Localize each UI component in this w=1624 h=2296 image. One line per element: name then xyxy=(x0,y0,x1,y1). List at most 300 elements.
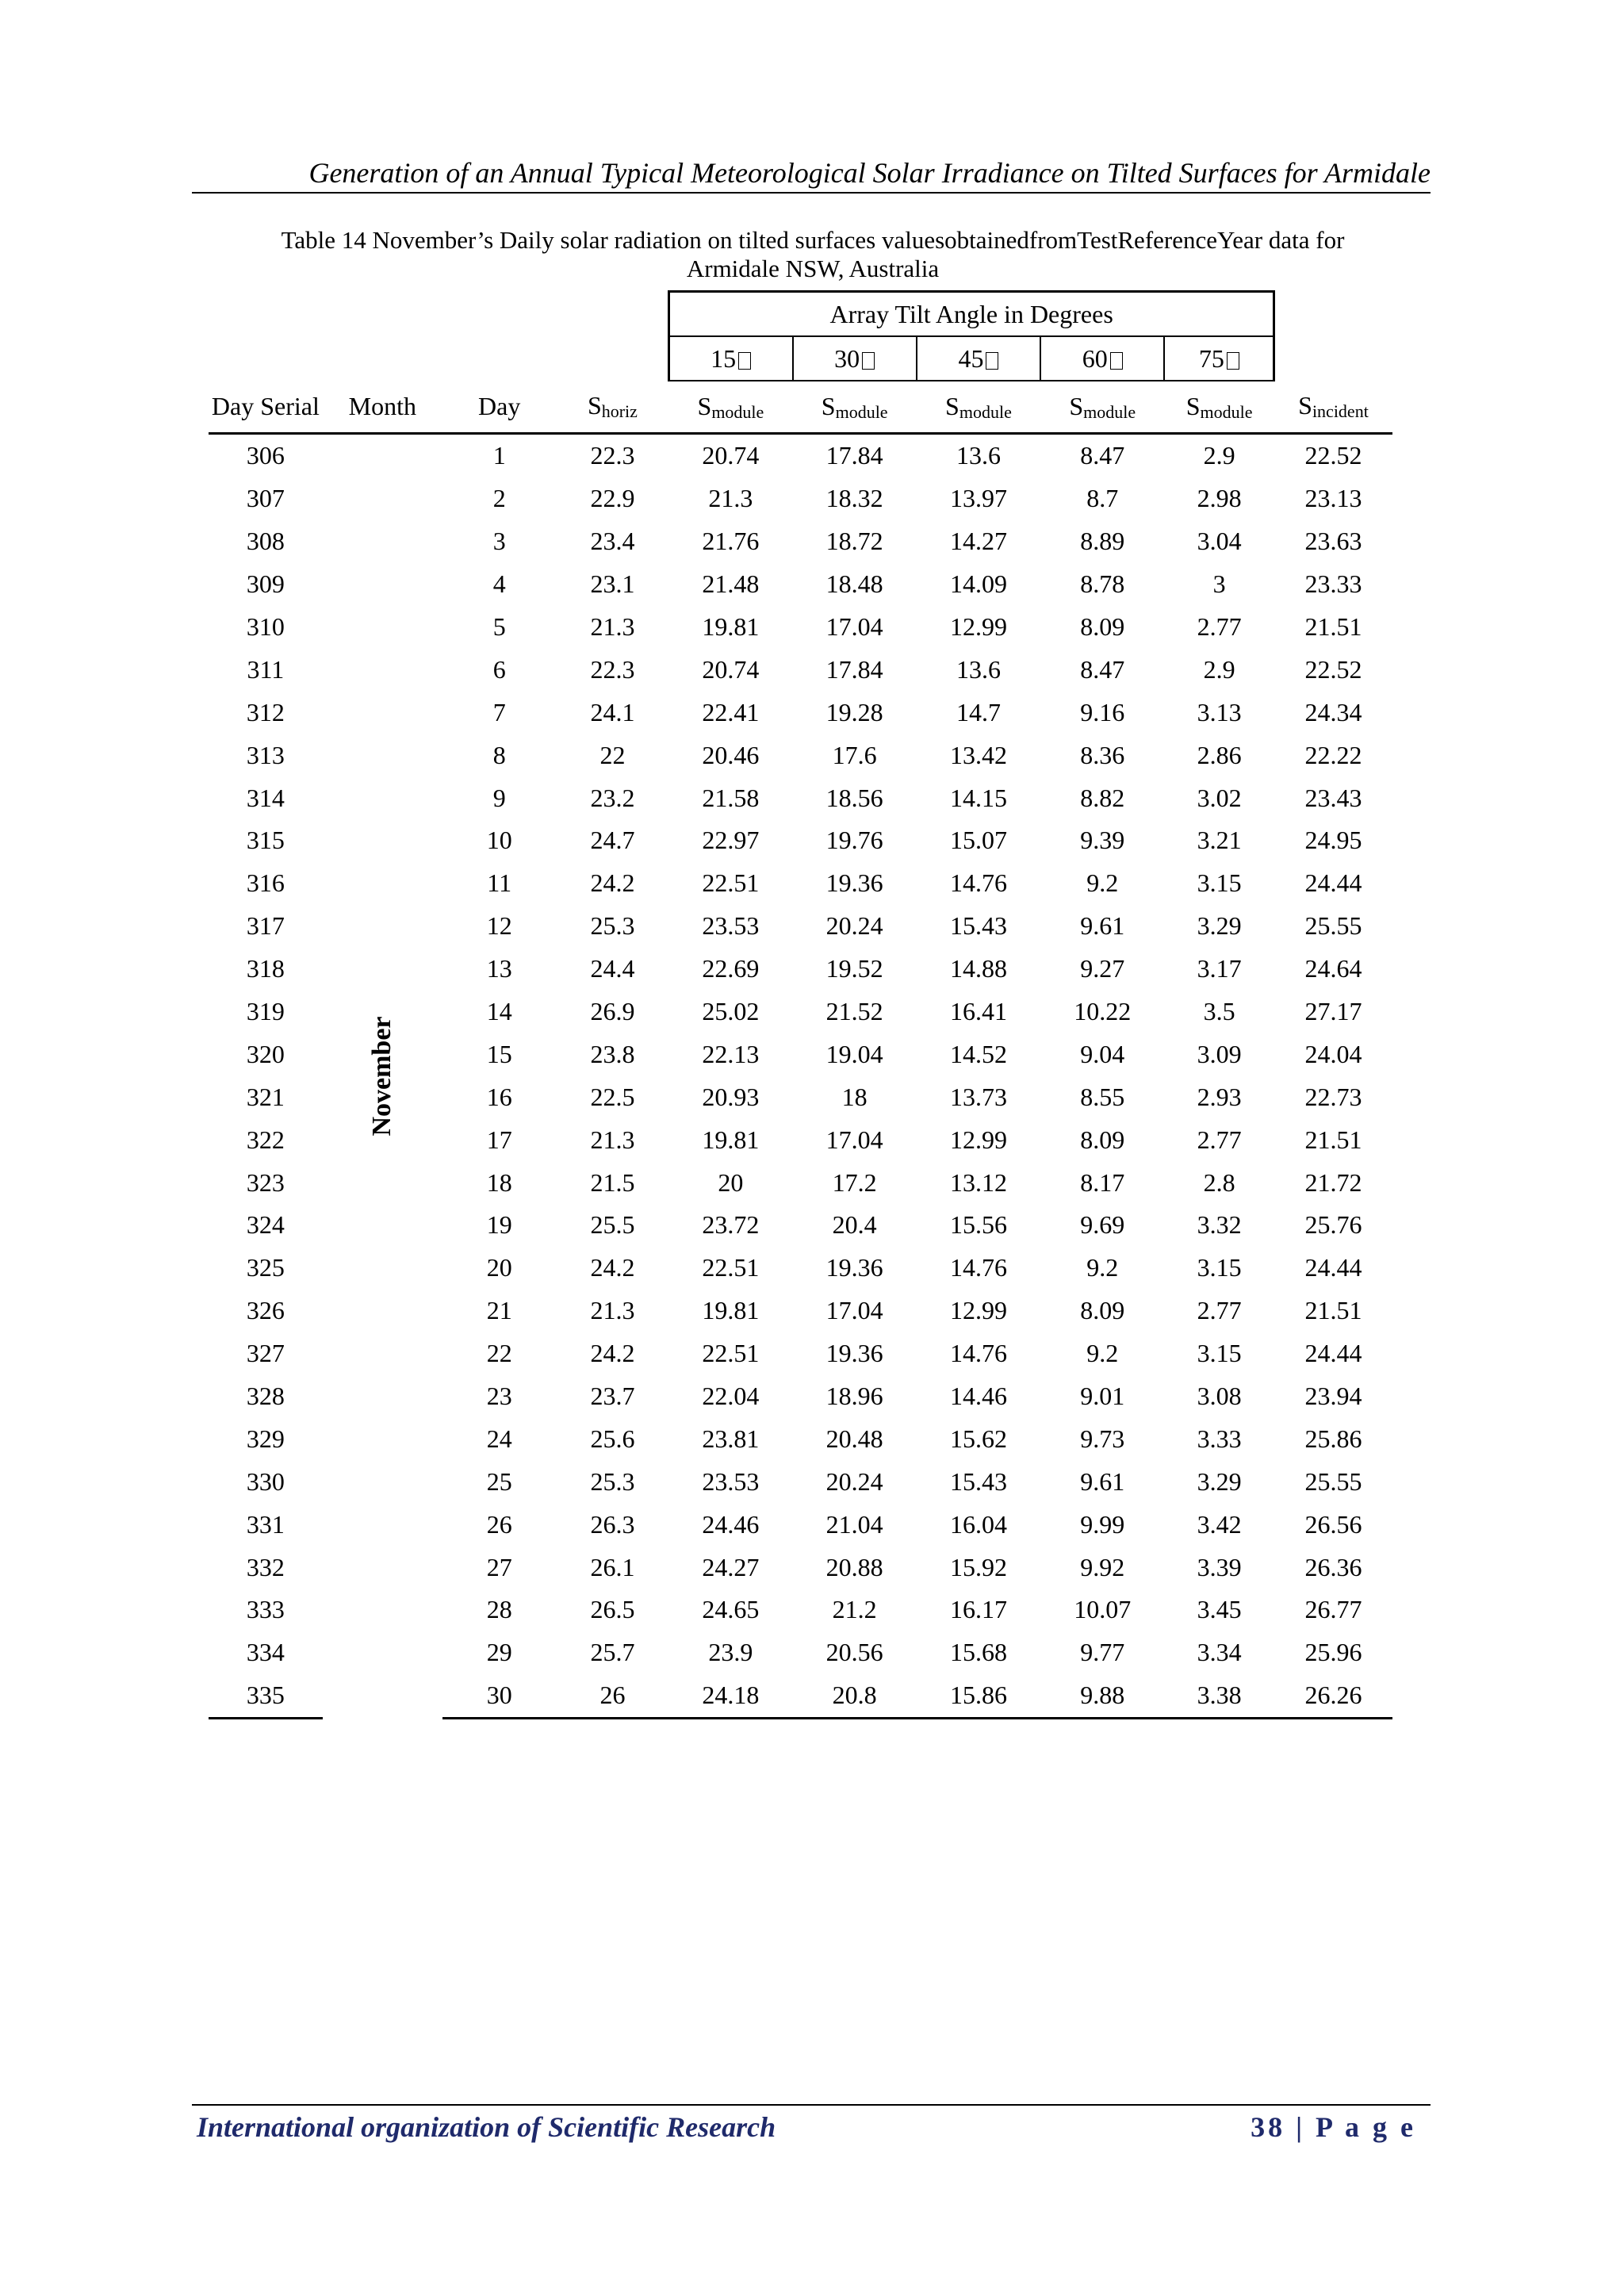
cell-s-module-15: 20.74 xyxy=(702,654,760,684)
cell-day: 17 xyxy=(486,1125,512,1154)
tilt-angle-row xyxy=(209,336,1392,381)
cell-day-serial: 310 xyxy=(246,612,285,641)
cell-s-module-45: 15.43 xyxy=(949,911,1007,941)
cell-s-module-45: 14.88 xyxy=(949,954,1007,983)
cell-day: 22 xyxy=(486,1339,512,1368)
cell-day: 8 xyxy=(492,740,506,769)
header-rule xyxy=(192,192,1431,194)
cell-s-module-45: 15.07 xyxy=(949,826,1007,855)
cell-s-module-45: 12.99 xyxy=(949,1125,1007,1154)
cell-s-module-45: 14.15 xyxy=(949,783,1007,812)
cell-day: 21 xyxy=(486,1296,512,1325)
cell-s-incident: 23.13 xyxy=(1304,484,1362,513)
cell-s-module-15: 23.72 xyxy=(702,1210,760,1240)
cell-s-module-75: 3.15 xyxy=(1197,868,1242,898)
cell-day: 29 xyxy=(486,1638,512,1667)
cell-s-incident: 24.95 xyxy=(1304,826,1362,855)
group-header-row xyxy=(209,292,1392,337)
cell-s-module-30: 17.04 xyxy=(825,1125,883,1154)
cell-s-incident: 25.55 xyxy=(1304,911,1362,941)
cell-s-module-15: 21.76 xyxy=(702,527,760,556)
cell-s-module-30: 17.04 xyxy=(825,612,883,641)
cell-day: 25 xyxy=(486,1466,512,1496)
col-s-module-45: $S_{module}$ xyxy=(917,381,1040,434)
cell-s-module-75: 3.17 xyxy=(1197,954,1242,983)
cell-s-module-45: 16.04 xyxy=(949,1509,1007,1539)
cell-s-module-30: 19.36 xyxy=(825,1339,883,1368)
cell-s-module-45: 12.99 xyxy=(949,612,1007,641)
cell-day-serial: 331 xyxy=(246,1509,285,1539)
cell-s-horiz: 24.2 xyxy=(590,1253,635,1282)
tilt-angle-group-header: Array Tilt Angle in Degrees xyxy=(668,292,1274,337)
cell-s-incident: 26.77 xyxy=(1304,1595,1362,1624)
cell-s-incident: 27.17 xyxy=(1304,997,1362,1026)
cell-s-module-60: 8.55 xyxy=(1080,1082,1125,1111)
cell-s-horiz: 22 xyxy=(599,740,626,769)
column-header-row xyxy=(209,381,1392,434)
cell-s-module-15: 22.69 xyxy=(702,954,760,983)
cell-s-module-15: 19.81 xyxy=(702,1296,760,1325)
cell-day-serial: 326 xyxy=(246,1296,285,1325)
cell-day-serial: 329 xyxy=(246,1424,285,1453)
missing-glyph-icon xyxy=(986,352,998,370)
cell-day: 26 xyxy=(486,1509,512,1539)
cell-s-module-75: 3.33 xyxy=(1197,1424,1242,1453)
cell-s-module-30: 18.72 xyxy=(825,527,883,556)
col-day-serial: Day Serial xyxy=(209,381,323,434)
cell-day: 15 xyxy=(486,1039,512,1068)
cell-s-module-30: 18.48 xyxy=(825,569,883,599)
cell-s-module-75: 3.42 xyxy=(1197,1509,1242,1539)
cell-s-module-30: 19.36 xyxy=(825,1253,883,1282)
cell-s-horiz: 26.1 xyxy=(590,1552,635,1581)
cell-s-module-45: 14.76 xyxy=(949,868,1007,898)
cell-s-module-15: 24.65 xyxy=(702,1595,760,1624)
cell-s-module-60: 9.69 xyxy=(1080,1210,1125,1240)
cell-s-horiz: 21.3 xyxy=(590,612,635,641)
cell-s-module-30: 19.76 xyxy=(825,826,883,855)
cell-s-module-45: 13.42 xyxy=(949,740,1007,769)
tilt-angle-45: 45 xyxy=(917,336,1040,381)
cell-s-module-45: 13.73 xyxy=(949,1082,1007,1111)
cell-s-module-30: 17.84 xyxy=(825,441,883,470)
cell-s-horiz: 23.2 xyxy=(590,783,635,812)
cell-s-module-60: 8.82 xyxy=(1080,783,1125,812)
cell-s-horiz: 21.3 xyxy=(590,1125,635,1154)
cell-day-serial: 307 xyxy=(246,484,285,513)
cell-day: 16 xyxy=(486,1082,512,1111)
cell-day: 1 xyxy=(492,441,506,470)
cell-day-serial: 325 xyxy=(246,1253,285,1282)
cell-s-module-45: 14.27 xyxy=(949,527,1007,556)
cell-day: 27 xyxy=(486,1552,512,1581)
col-s-module-30: $S_{module}$ xyxy=(793,381,917,434)
cell-day-serial: 320 xyxy=(246,1039,285,1068)
cell-s-module-75: 3.45 xyxy=(1197,1595,1242,1624)
cell-s-incident: 25.86 xyxy=(1304,1424,1362,1453)
cell-s-module-45: 13.6 xyxy=(956,441,1001,470)
footer-journal: International organization of Scientific Research xyxy=(197,2111,776,2143)
cell-s-horiz: 22.9 xyxy=(590,484,635,513)
cell-s-module-75: 2.8 xyxy=(1203,1167,1235,1197)
cell-s-module-60: 9.27 xyxy=(1080,954,1125,983)
cell-s-module-15: 20.93 xyxy=(702,1082,760,1111)
cell-s-module-60: 8.78 xyxy=(1080,569,1125,599)
cell-s-module-60: 9.88 xyxy=(1040,1674,1164,1718)
cell-s-module-75: 3.32 xyxy=(1197,1210,1242,1240)
cell-day-serial: 317 xyxy=(246,911,285,941)
cell-s-module-30: 20.24 xyxy=(825,1466,883,1496)
cell-s-incident: 22.52 xyxy=(1304,441,1362,470)
cell-s-incident: 26.36 xyxy=(1304,1552,1362,1581)
cell-day-serial: 328 xyxy=(246,1382,285,1411)
cell-s-horiz: 25.3 xyxy=(590,1466,635,1496)
cell-s-module-30: 18.32 xyxy=(825,484,883,513)
cell-day-serial: 330 xyxy=(246,1466,285,1496)
cell-s-module-30: 18.56 xyxy=(825,783,883,812)
cell-day-serial: 308 xyxy=(246,527,285,556)
cell-s-module-15: 23.9 xyxy=(708,1638,753,1667)
cell-s-horiz: 25.3 xyxy=(590,911,635,941)
cell-s-module-15: 22.41 xyxy=(702,697,760,726)
cell-s-module-75: 3.34 xyxy=(1197,1638,1242,1667)
cell-day-serial: 311 xyxy=(247,654,285,684)
caption-line-2: Armidale NSW, Australia xyxy=(686,255,940,282)
col-s-module-60: $S_{module}$ xyxy=(1040,381,1164,434)
cell-s-module-30: 17.6 xyxy=(832,740,877,769)
cell-s-module-60: 9.16 xyxy=(1080,697,1125,726)
cell-day: 11 xyxy=(487,868,512,898)
cell-s-module-60: 8.89 xyxy=(1080,527,1125,556)
cell-day: 23 xyxy=(486,1382,512,1411)
cell-day: 2 xyxy=(492,484,506,513)
cell-day: 4 xyxy=(492,569,506,599)
cell-s-module-30: 19.04 xyxy=(825,1039,883,1068)
cell-s-module-60: 8.09 xyxy=(1080,1125,1125,1154)
missing-glyph-icon xyxy=(1110,352,1123,370)
cell-s-module-30: 20.8 xyxy=(793,1674,917,1718)
cell-s-incident: 22.52 xyxy=(1304,654,1362,684)
cell-s-incident: 21.51 xyxy=(1304,1125,1362,1154)
cell-s-module-75: 2.86 xyxy=(1197,740,1242,769)
cell-day-serial: 334 xyxy=(246,1638,285,1667)
cell-s-module-60: 9.99 xyxy=(1080,1509,1125,1539)
cell-s-module-15: 20.46 xyxy=(702,740,760,769)
cell-s-horiz: 24.2 xyxy=(590,868,635,898)
cell-s-module-45: 15.68 xyxy=(949,1638,1007,1667)
cell-s-incident: 24.44 xyxy=(1304,1253,1362,1282)
cell-s-incident: 24.64 xyxy=(1304,954,1362,983)
cell-day: 12 xyxy=(486,911,512,941)
col-s-module-15: $S_{module}$ xyxy=(668,381,792,434)
cell-s-incident: 24.44 xyxy=(1304,868,1362,898)
cell-s-horiz: 22.3 xyxy=(590,441,635,470)
cell-day: 7 xyxy=(492,697,506,726)
cell-s-module-15: 22.97 xyxy=(702,826,760,855)
cell-s-incident: 23.33 xyxy=(1304,569,1362,599)
cell-s-module-60: 10.07 xyxy=(1074,1595,1132,1624)
cell-s-module-30: 20.56 xyxy=(825,1638,883,1667)
cell-s-module-75: 2.98 xyxy=(1197,484,1242,513)
tilt-angle-30: 30 xyxy=(793,336,917,381)
cell-s-incident: 22.73 xyxy=(1304,1082,1362,1111)
cell-s-module-45: 16.41 xyxy=(949,997,1007,1026)
cell-s-module-15: 24.46 xyxy=(702,1509,760,1539)
cell-s-incident: 26.56 xyxy=(1304,1509,1362,1539)
cell-s-module-60: 9.92 xyxy=(1080,1552,1125,1581)
cell-day-serial: 318 xyxy=(246,954,285,983)
cell-s-module-60: 8.36 xyxy=(1080,740,1125,769)
col-month: Month xyxy=(323,381,442,434)
cell-day-serial: 333 xyxy=(246,1595,285,1624)
cell-s-module-60: 9.61 xyxy=(1080,1466,1125,1496)
col-s-module-75: $S_{module}$ xyxy=(1164,381,1274,434)
cell-s-module-45: 12.99 xyxy=(949,1296,1007,1325)
cell-s-module-75: 2.77 xyxy=(1197,1125,1242,1154)
cell-s-module-15: 23.53 xyxy=(702,911,760,941)
cell-s-module-60: 9.39 xyxy=(1080,826,1125,855)
cell-s-horiz: 22.3 xyxy=(590,654,635,684)
cell-s-module-45: 14.76 xyxy=(949,1253,1007,1282)
cell-s-module-30: 18 xyxy=(841,1082,868,1111)
cell-s-module-75: 3.08 xyxy=(1197,1382,1242,1411)
cell-s-module-30: 21.52 xyxy=(825,997,883,1026)
cell-s-module-15: 23.53 xyxy=(702,1466,760,1496)
footer-page xyxy=(1251,2110,1416,2145)
cell-day-serial: 322 xyxy=(246,1125,285,1154)
cell-s-module-30: 20.4 xyxy=(832,1210,877,1240)
cell-day: 6 xyxy=(492,654,506,684)
month-label: November xyxy=(367,1016,397,1137)
cell-day-serial: 312 xyxy=(246,697,285,726)
cell-s-module-15: 22.51 xyxy=(702,868,760,898)
cell-day-serial: 327 xyxy=(246,1339,285,1368)
table-row xyxy=(209,434,1392,477)
cell-s-module-15: 22.51 xyxy=(702,1253,760,1282)
cell-s-module-75: 3.04 xyxy=(1197,527,1242,556)
cell-day-serial: 309 xyxy=(246,569,285,599)
cell-s-module-75: 2.9 xyxy=(1203,441,1235,470)
cell-s-module-30: 17.2 xyxy=(832,1167,877,1197)
cell-day: 24 xyxy=(486,1424,512,1453)
cell-s-module-75: 3.21 xyxy=(1197,826,1242,855)
missing-glyph-icon xyxy=(862,352,875,370)
cell-s-incident: 21.72 xyxy=(1304,1167,1362,1197)
cell-s-module-15: 23.81 xyxy=(702,1424,760,1453)
tilt-angle-60: 60 xyxy=(1040,336,1164,381)
cell-s-horiz: 23.4 xyxy=(590,527,635,556)
cell-s-module-30: 19.52 xyxy=(825,954,883,983)
cell-s-horiz: 23.7 xyxy=(590,1382,635,1411)
cell-s-incident: 21.51 xyxy=(1304,612,1362,641)
cell-s-horiz: 26.5 xyxy=(590,1595,635,1624)
cell-s-module-75: 3.39 xyxy=(1197,1552,1242,1581)
cell-s-module-60: 9.77 xyxy=(1080,1638,1125,1667)
cell-s-module-75: 3.15 xyxy=(1197,1339,1242,1368)
cell-s-module-75: 3.09 xyxy=(1197,1039,1242,1068)
cell-s-module-75: 2.9 xyxy=(1203,654,1235,684)
cell-day: 14 xyxy=(486,997,512,1026)
cell-s-module-75: 3.13 xyxy=(1197,697,1242,726)
cell-s-module-75: 3.15 xyxy=(1197,1253,1242,1282)
cell-day-serial: 324 xyxy=(246,1210,285,1240)
cell-s-module-15: 19.81 xyxy=(702,1125,760,1154)
cell-s-module-45: 15.56 xyxy=(949,1210,1007,1240)
cell-day-serial: 313 xyxy=(246,740,285,769)
cell-s-module-30: 20.48 xyxy=(825,1424,883,1453)
cell-s-incident: 21.51 xyxy=(1304,1296,1362,1325)
cell-day-serial: 321 xyxy=(246,1082,285,1111)
cell-s-module-30: 21.2 xyxy=(832,1595,877,1624)
cell-s-module-60: 9.2 xyxy=(1086,1253,1119,1282)
cell-day-serial: 314 xyxy=(246,783,285,812)
cell-s-incident: 25.55 xyxy=(1304,1466,1362,1496)
cell-s-horiz: 21.3 xyxy=(590,1296,635,1325)
cell-s-module-60: 9.2 xyxy=(1086,1339,1119,1368)
cell-s-module-45: 14.76 xyxy=(949,1339,1007,1368)
cell-day-serial: 335 xyxy=(209,1674,323,1718)
cell-s-module-45: 15.92 xyxy=(949,1552,1007,1581)
cell-s-horiz: 21.5 xyxy=(590,1167,635,1197)
cell-day-serial: 306 xyxy=(246,441,285,470)
cell-s-module-15: 21.58 xyxy=(702,783,760,812)
cell-s-module-15: 20.74 xyxy=(702,441,760,470)
cell-s-module-15: 22.13 xyxy=(702,1039,760,1068)
col-day: Day xyxy=(442,381,557,434)
cell-s-module-15: 21.48 xyxy=(702,569,760,599)
cell-day: 30 xyxy=(442,1674,557,1718)
cell-s-module-45: 13.6 xyxy=(956,654,1001,684)
cell-s-module-30: 20.88 xyxy=(825,1552,883,1581)
cell-s-module-15: 25.02 xyxy=(702,997,760,1026)
cell-s-module-30: 19.28 xyxy=(825,697,883,726)
cell-s-horiz: 25.7 xyxy=(590,1638,635,1667)
cell-s-horiz: 26 xyxy=(557,1674,669,1718)
cell-s-module-75: 3 xyxy=(1212,569,1226,599)
cell-day: 18 xyxy=(486,1167,512,1197)
cell-day-serial: 323 xyxy=(246,1167,285,1197)
col-s-horiz: $S_{horiz}$ xyxy=(557,381,669,434)
cell-day: 28 xyxy=(486,1595,512,1624)
cell-s-module-60: 10.22 xyxy=(1074,997,1132,1026)
month-cell xyxy=(323,434,442,1719)
cell-s-module-15: 21.3 xyxy=(708,484,753,513)
cell-s-module-60: 8.09 xyxy=(1080,612,1125,641)
tilt-angle-75: 75 xyxy=(1164,336,1274,381)
cell-day: 3 xyxy=(492,527,506,556)
cell-day-serial: 315 xyxy=(246,826,285,855)
cell-s-module-30: 20.24 xyxy=(825,911,883,941)
cell-day: 19 xyxy=(486,1210,512,1240)
cell-s-horiz: 25.5 xyxy=(590,1210,635,1240)
cell-s-horiz: 26.9 xyxy=(590,997,635,1026)
cell-s-incident: 26.26 xyxy=(1274,1674,1392,1718)
cell-s-module-45: 14.7 xyxy=(956,697,1001,726)
cell-s-module-15: 19.81 xyxy=(702,612,760,641)
cell-day-serial: 332 xyxy=(246,1552,285,1581)
cell-s-module-45: 16.17 xyxy=(949,1595,1007,1624)
cell-s-module-60: 8.7 xyxy=(1086,484,1119,513)
cell-s-incident: 23.94 xyxy=(1304,1382,1362,1411)
col-s-incident: $S_{incident}$ xyxy=(1274,381,1392,434)
cell-s-module-60: 8.47 xyxy=(1080,441,1125,470)
missing-glyph-icon xyxy=(1227,352,1239,370)
cell-s-module-60: 8.09 xyxy=(1080,1296,1125,1325)
cell-s-module-30: 19.36 xyxy=(825,868,883,898)
cell-s-incident: 23.43 xyxy=(1304,783,1362,812)
cell-s-incident: 22.22 xyxy=(1304,740,1362,769)
cell-s-module-75: 3.02 xyxy=(1197,783,1242,812)
cell-s-module-60: 9.2 xyxy=(1086,868,1119,898)
page-number: 38 xyxy=(1251,2111,1286,2143)
cell-s-module-45: 15.86 xyxy=(917,1674,1040,1718)
cell-s-module-30: 17.84 xyxy=(825,654,883,684)
cell-s-horiz: 25.6 xyxy=(590,1424,635,1453)
page-label: | P a g e xyxy=(1296,2111,1416,2143)
cell-s-module-30: 17.04 xyxy=(825,1296,883,1325)
cell-day-serial: 316 xyxy=(246,868,285,898)
cell-s-module-15: 22.51 xyxy=(702,1339,760,1368)
cell-s-module-45: 14.09 xyxy=(949,569,1007,599)
caption-line-1: Table 14 November’s Daily solar radiation on tilted surfaces valuesobtainedfromTestReferenceYear data for xyxy=(281,226,1345,254)
cell-s-incident: 24.34 xyxy=(1304,697,1362,726)
cell-day: 10 xyxy=(486,826,512,855)
cell-day: 13 xyxy=(486,954,512,983)
cell-s-incident: 25.76 xyxy=(1304,1210,1362,1240)
cell-s-horiz: 22.5 xyxy=(590,1082,635,1111)
cell-s-module-15: 20 xyxy=(718,1167,744,1197)
cell-day: 20 xyxy=(486,1253,512,1282)
cell-s-horiz: 24.7 xyxy=(590,826,635,855)
tilt-angle-15: 15 xyxy=(668,336,792,381)
cell-s-module-75: 2.93 xyxy=(1197,1082,1242,1111)
cell-s-module-60: 9.04 xyxy=(1080,1039,1125,1068)
cell-s-module-45: 13.12 xyxy=(949,1167,1007,1197)
cell-s-module-15: 22.04 xyxy=(702,1382,760,1411)
cell-s-horiz: 26.3 xyxy=(590,1509,635,1539)
cell-s-module-30: 18.96 xyxy=(825,1382,883,1411)
cell-s-module-75: 3.29 xyxy=(1197,911,1242,941)
solar-radiation-table xyxy=(209,290,1392,1719)
cell-s-module-60: 9.73 xyxy=(1080,1424,1125,1453)
running-header: Generation of an Annual Typical Meteorological Solar Irradiance on Tilted Surfaces for Armidale xyxy=(308,157,1431,189)
cell-s-incident: 25.96 xyxy=(1304,1638,1362,1667)
cell-s-module-60: 9.01 xyxy=(1080,1382,1125,1411)
cell-s-module-15: 24.18 xyxy=(668,1674,792,1718)
cell-s-module-45: 15.43 xyxy=(949,1466,1007,1496)
table-caption xyxy=(198,226,1427,283)
missing-glyph-icon xyxy=(738,352,751,370)
cell-s-incident: 24.44 xyxy=(1304,1339,1362,1368)
cell-s-horiz: 23.8 xyxy=(590,1039,635,1068)
cell-s-horiz: 24.4 xyxy=(590,954,635,983)
cell-day: 9 xyxy=(492,783,506,812)
cell-s-module-75: 2.77 xyxy=(1197,612,1242,641)
cell-s-module-30: 21.04 xyxy=(825,1509,883,1539)
cell-s-incident: 23.63 xyxy=(1304,527,1362,556)
cell-s-incident: 24.04 xyxy=(1304,1039,1362,1068)
cell-s-module-45: 15.62 xyxy=(949,1424,1007,1453)
cell-s-horiz: 24.1 xyxy=(590,697,635,726)
cell-s-module-75: 3.5 xyxy=(1203,997,1235,1026)
cell-s-module-75: 2.77 xyxy=(1197,1296,1242,1325)
footer-rule xyxy=(192,2104,1431,2106)
cell-s-module-75: 3.38 xyxy=(1164,1674,1274,1718)
cell-s-module-75: 3.29 xyxy=(1197,1466,1242,1496)
cell-s-module-45: 14.52 xyxy=(949,1039,1007,1068)
cell-s-horiz: 23.1 xyxy=(590,569,635,599)
cell-s-module-15: 24.27 xyxy=(702,1552,760,1581)
